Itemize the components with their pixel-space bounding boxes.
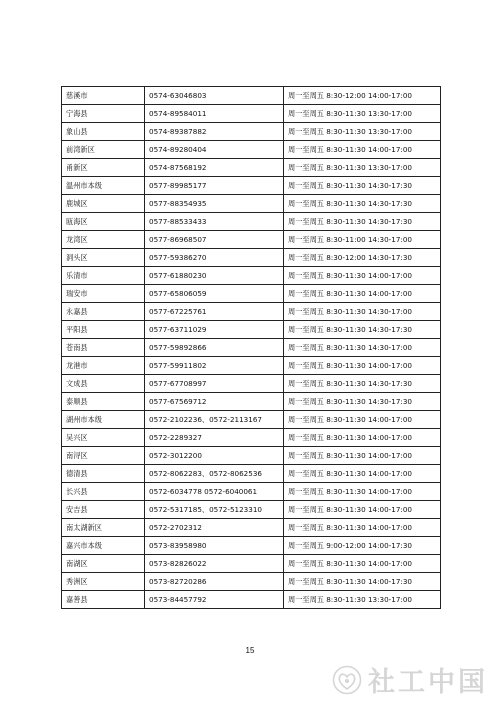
phone-cell: 0577-88354935 <box>145 195 284 213</box>
phone-cell: 0577-67225761 <box>145 303 284 321</box>
hours-cell: 周一至周五 8:30-11:30 14:00-17:00 <box>284 555 441 573</box>
hours-cell: 周一至周五 9:00-12:00 14:00-17:30 <box>284 537 441 555</box>
hours-cell: 周一至周五 8:30-11:30 14:00-17:30 <box>284 573 441 591</box>
region-cell: 泰顺县 <box>62 393 145 411</box>
phone-cell: 0573-84457792 <box>145 591 284 609</box>
table-row <box>62 267 441 285</box>
region-cell: 南湖区 <box>62 555 145 573</box>
hours-cell: 周一至周五 8:30-11:30 13:30-17:00 <box>284 123 441 141</box>
region-cell: 象山县 <box>62 123 145 141</box>
table-row <box>62 105 441 123</box>
hours-cell: 周一至周五 8:30-11:30 14:30-17:30 <box>284 375 441 393</box>
table-row <box>62 249 441 267</box>
table-row <box>62 87 441 105</box>
contact-table-body <box>62 87 441 609</box>
table-row <box>62 339 441 357</box>
region-cell: 温州市本级 <box>62 177 145 195</box>
table-row <box>62 483 441 501</box>
table-row <box>62 321 441 339</box>
phone-cell: 0572-3012200 <box>145 447 284 465</box>
hours-cell: 周一至周五 8:30-11:30 14:00-17:00 <box>284 501 441 519</box>
table-row <box>62 375 441 393</box>
hours-cell: 周一至周五 8:30-11:30 14:30-17:30 <box>284 321 441 339</box>
region-cell: 前湾新区 <box>62 141 145 159</box>
table-row <box>62 159 441 177</box>
phone-cell: 0574-89280404 <box>145 141 284 159</box>
table-row <box>62 303 441 321</box>
hours-cell: 周一至周五 8:30-11:30 13:30-17:00 <box>284 159 441 177</box>
region-cell: 湖州市本级 <box>62 411 145 429</box>
hours-cell: 周一至周五 8:30-12:00 14:00-17:00 <box>284 87 441 105</box>
table-row <box>62 231 441 249</box>
region-cell: 文成县 <box>62 375 145 393</box>
phone-cell: 0574-87568192 <box>145 159 284 177</box>
hours-cell: 周一至周五 8:30-11:30 14:00-17:00 <box>284 267 441 285</box>
region-cell: 瓯海区 <box>62 213 145 231</box>
table-row <box>62 141 441 159</box>
hours-cell: 周一至周五 8:30-11:30 14:00-17:00 <box>284 447 441 465</box>
region-cell: 吴兴区 <box>62 429 145 447</box>
hours-cell: 周一至周五 8:30-11:30 14:00-17:00 <box>284 519 441 537</box>
region-cell: 鹿城区 <box>62 195 145 213</box>
region-cell: 龙湾区 <box>62 231 145 249</box>
watermark <box>332 660 488 699</box>
heart-person-logo-icon <box>332 665 362 695</box>
table-row <box>62 429 441 447</box>
phone-cell: 0572-5317185、0572-5123310 <box>145 501 284 519</box>
hours-cell: 周一至周五 8:30-11:30 14:30-17:30 <box>284 195 441 213</box>
hours-cell: 周一至周五 8:30-11:30 13:30-17:00 <box>284 105 441 123</box>
phone-cell: 0573-82720286 <box>145 573 284 591</box>
phone-cell: 0577-59386270 <box>145 249 284 267</box>
hours-cell: 周一至周五 8:30-11:30 14:00-17:00 <box>284 357 441 375</box>
table-row <box>62 447 441 465</box>
region-cell: 苍南县 <box>62 339 145 357</box>
table-row <box>62 285 441 303</box>
phone-cell: 0572-8062283、0572-8062536 <box>145 465 284 483</box>
region-cell: 慈溪市 <box>62 87 145 105</box>
contact-table <box>61 86 441 609</box>
contact-table-container <box>61 86 440 609</box>
phone-cell: 0577-67708997 <box>145 375 284 393</box>
table-row <box>62 591 441 609</box>
hours-cell: 周一至周五 8:30-11:30 14:00-17:00 <box>284 285 441 303</box>
region-cell: 宁海县 <box>62 105 145 123</box>
region-cell: 长兴县 <box>62 483 145 501</box>
hours-cell: 周一至周五 8:30-11:30 14:00-17:00 <box>284 429 441 447</box>
table-row <box>62 501 441 519</box>
table-row <box>62 393 441 411</box>
hours-cell: 周一至周五 8:30-12:00 14:30-17:30 <box>284 249 441 267</box>
phone-cell: 0577-65806059 <box>145 285 284 303</box>
phone-cell: 0577-61880230 <box>145 267 284 285</box>
phone-cell: 0573-83958980 <box>145 537 284 555</box>
table-row <box>62 213 441 231</box>
table-row <box>62 195 441 213</box>
watermark-text: 社工中国 <box>368 667 488 698</box>
region-cell: 甬新区 <box>62 159 145 177</box>
table-row <box>62 573 441 591</box>
phone-cell: 0574-89584011 <box>145 105 284 123</box>
hours-cell: 周一至周五 8:30-11:30 14:30-17:30 <box>284 213 441 231</box>
phone-cell: 0577-89985177 <box>145 177 284 195</box>
region-cell: 龙港市 <box>62 357 145 375</box>
hours-cell: 周一至周五 8:30-11:30 14:30-17:30 <box>284 177 441 195</box>
phone-cell: 0572-2702312 <box>145 519 284 537</box>
table-row <box>62 537 441 555</box>
table-row <box>62 519 441 537</box>
hours-cell: 周一至周五 8:30-11:30 14:00-17:00 <box>284 483 441 501</box>
hours-cell: 周一至周五 8:30-11:30 14:00-17:00 <box>284 465 441 483</box>
hours-cell: 周一至周五 8:30-11:30 14:30-17:00 <box>284 303 441 321</box>
region-cell: 安吉县 <box>62 501 145 519</box>
region-cell: 平阳县 <box>62 321 145 339</box>
phone-cell: 0572-6034778 0572-6040061 <box>145 483 284 501</box>
region-cell: 南浔区 <box>62 447 145 465</box>
region-cell: 洞头区 <box>62 249 145 267</box>
hours-cell: 周一至周五 8:30-11:30 14:30-17:00 <box>284 339 441 357</box>
region-cell: 嘉兴市本级 <box>62 537 145 555</box>
region-cell: 秀洲区 <box>62 573 145 591</box>
region-cell: 乐清市 <box>62 267 145 285</box>
phone-cell: 0577-63711029 <box>145 321 284 339</box>
region-cell: 瑞安市 <box>62 285 145 303</box>
table-row <box>62 177 441 195</box>
phone-cell: 0574-63046803 <box>145 87 284 105</box>
hours-cell: 周一至周五 8:30-11:30 13:30-17:00 <box>284 591 441 609</box>
phone-cell: 0574-89387882 <box>145 123 284 141</box>
table-row <box>62 411 441 429</box>
phone-cell: 0577-67569712 <box>145 393 284 411</box>
region-cell: 嘉善县 <box>62 591 145 609</box>
hours-cell: 周一至周五 8:30-11:00 14:30-17:00 <box>284 231 441 249</box>
phone-cell: 0577-59892866 <box>145 339 284 357</box>
phone-cell: 0572-2102236、0572-2113167 <box>145 411 284 429</box>
phone-cell: 0577-86968507 <box>145 231 284 249</box>
table-row <box>62 555 441 573</box>
region-cell: 德清县 <box>62 465 145 483</box>
hours-cell: 周一至周五 8:30-11:30 14:00-17:00 <box>284 411 441 429</box>
phone-cell: 0572-2289327 <box>145 429 284 447</box>
table-row <box>62 465 441 483</box>
page-number: 15 <box>245 646 255 655</box>
table-row <box>62 123 441 141</box>
table-row <box>62 357 441 375</box>
region-cell: 南太湖新区 <box>62 519 145 537</box>
hours-cell: 周一至周五 8:30-11:30 14:00-17:00 <box>284 141 441 159</box>
phone-cell: 0577-88533433 <box>145 213 284 231</box>
phone-cell: 0577-59911802 <box>145 357 284 375</box>
hours-cell: 周一至周五 8:30-11:30 14:30-17:30 <box>284 393 441 411</box>
phone-cell: 0573-82826022 <box>145 555 284 573</box>
region-cell: 永嘉县 <box>62 303 145 321</box>
